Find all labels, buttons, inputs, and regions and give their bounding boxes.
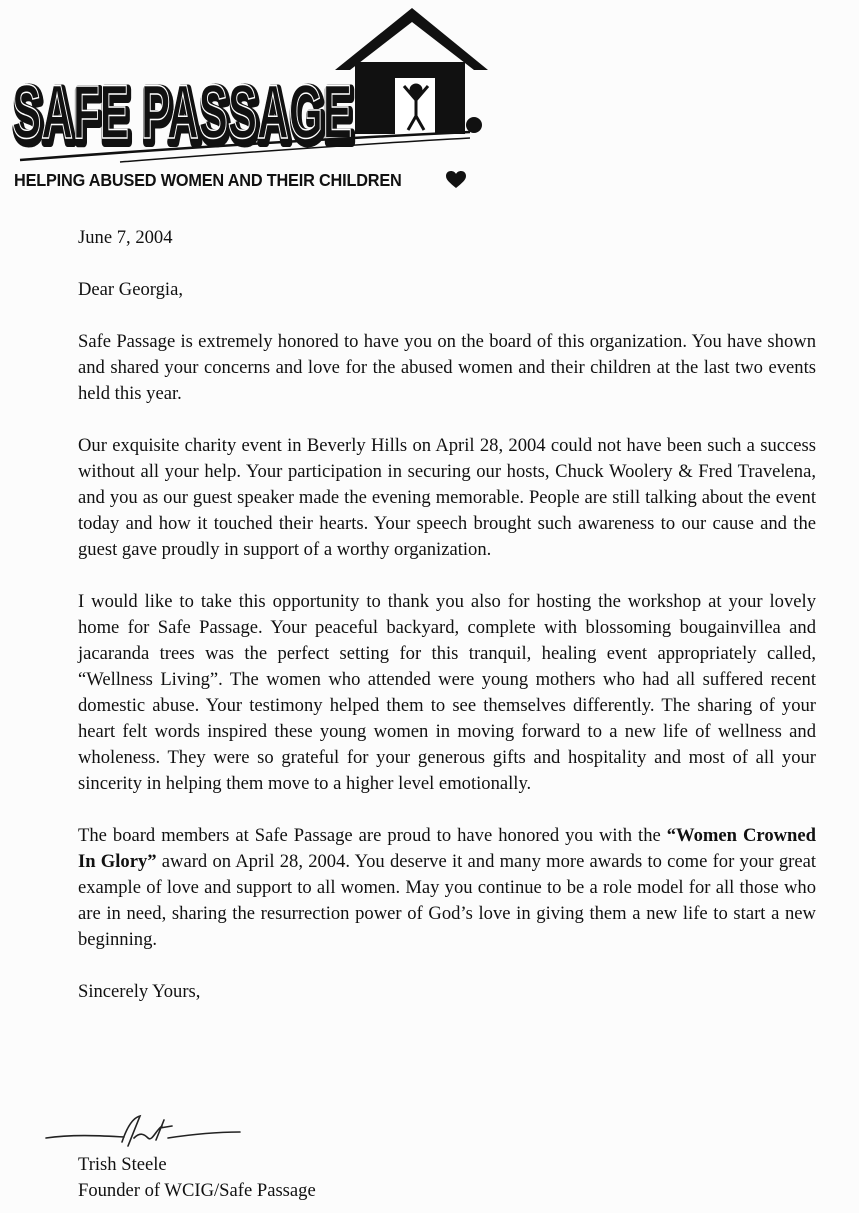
heart-icon <box>446 171 466 189</box>
paragraph-4 <box>78 823 816 953</box>
paragraph-4-end: award on April 28, 2004. You deserve it and many more awards to come for your great example of love and support to all women. May you continue to be a role model for all those who are in need, sharing the resurrection power of God’s love in giving them a new life to start a new beginning. <box>78 851 816 950</box>
paragraph-3: I would like to take this opportunity to thank you also for hosting the workshop at your lovely home for Safe Passage. Your peaceful backyard, complete with blossoming bougainvillea and jacaranda trees was the perfect setting for this tranquil, healing event appropriately called, “Wellness Living”. The women who attended were young mothers who had all suffered recent domestic abuse. Your testimony helped them to see themselves differently. The sharing of your heart felt words inspired these young women in moving forward to a new life of wellness and wholeness. They were so grateful for your generous gifts and hospitality and most of all your sincerity in helping them move to a higher level emotionally. <box>78 591 816 794</box>
signer-name: Trish Steele <box>78 1154 167 1175</box>
paragraph-1: Safe Passage is extremely honored to have you on the board of this organization. You have shown and shared your concerns and love for the abused women and their children at the last two events held this year. <box>78 331 816 404</box>
handwritten-signature <box>44 1112 244 1152</box>
tagline: HELPING ABUSED WOMEN AND THEIR CHILDREN <box>14 170 402 190</box>
paragraph-4-start: The board members at Safe Passage are proud to have honored you with the <box>78 825 667 846</box>
salutation: Dear Georgia, <box>78 279 183 300</box>
award-name: “Women Crowned In Glory” <box>78 825 816 872</box>
letterhead <box>0 0 859 200</box>
paragraph-2: Our exquisite charity event in Beverly Hills on April 28, 2004 could not have been such a success without all your help. Your participation in securing our hosts, Chuck Woolery & Fred Travelena, and you as our guest speaker made the evening memorable. People are still talking about the event today and how it touched their hearts. Your speech brought such awareness to our cause and the guest gave proudly in support of a worthy organization. <box>78 435 816 560</box>
logo-text: SAFE PASSAGE <box>12 70 352 155</box>
letter-date: June 7, 2004 <box>78 227 173 248</box>
logo-period <box>466 117 482 133</box>
safe-passage-logo <box>0 0 500 170</box>
svg-text:SAFE PASSAGE: SAFE PASSAGE <box>14 74 354 159</box>
signer-title: Founder of WCIG/Safe Passage <box>78 1180 316 1201</box>
closing: Sincerely Yours, <box>78 981 201 1002</box>
letter-body <box>78 225 816 1005</box>
